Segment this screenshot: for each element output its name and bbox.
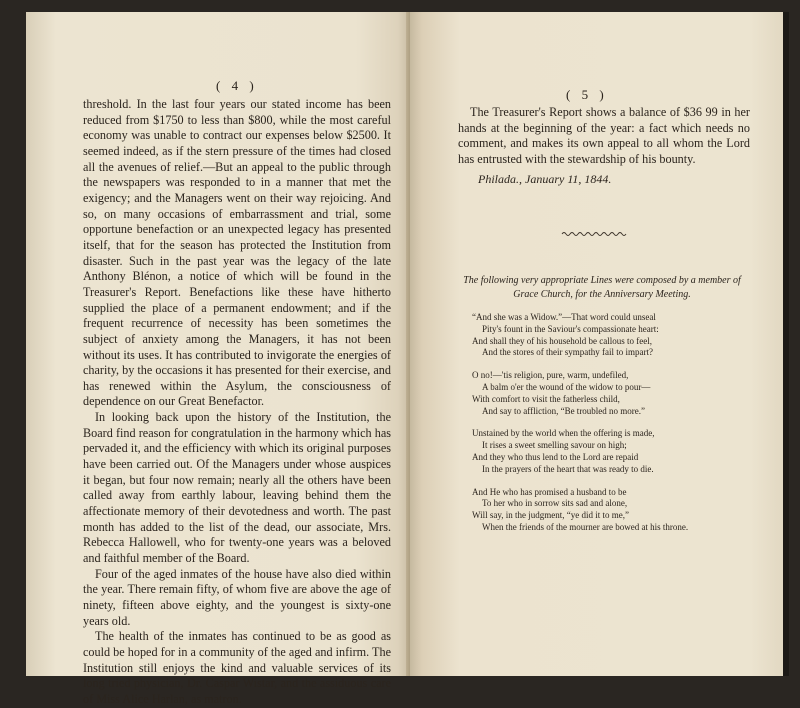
poem-line: And say to affliction, “Be troubled no more.” [482, 405, 646, 416]
poem-line: And the stores of their sympathy fail to impart? [482, 347, 653, 358]
page-number-left: ( 4 ) [216, 78, 258, 93]
left-page [26, 12, 410, 706]
poem-line: Will say, in the judgment, “ye did it to me,” [472, 510, 630, 521]
poem-line: “And she was a Widow.”—That word could unseal [472, 312, 656, 322]
poem-line: Pity's fount in the Saviour's compassionate heart: [482, 323, 659, 334]
poem-line: A balm o'er the wound of the widow to pour— [482, 381, 651, 392]
poem-line: It rises a sweet smelling savour on high; [482, 440, 627, 451]
left-page-body [83, 97, 391, 708]
poem-line: And He who has promised a husband to be [472, 486, 627, 497]
right-page [410, 12, 783, 676]
poem-stanza [472, 428, 752, 475]
date-line: Philada., January 11, 1844. [478, 172, 612, 186]
book-spread [26, 12, 783, 706]
page-number-right: ( 5 ) [566, 87, 608, 102]
poem [472, 312, 752, 545]
paragraph: threshold. In the last four years our stated income has been reduced from $1750 to less than $800, while the most careful economy was unable to contract our expenses below $2500. It seemed indeed, as if the stern pressure of the times had closed all the avenues of relief.—But an appeal to the public through the newspapers was responded to in a manner that met the exigency; and the Managers went on their way rejoicing. And so, on many occasions of embarrassment and trial, some opportune benefaction or an unexpected legacy has presented itself, that for the season has protected the Institution from disaster. Such in the past year was the legacy of the late Anthony Blénon, a notice of which will be found in the Treasurer's Report. Benefactions like these have hitherto supplied the place of a permanent endowment; and if the frequent recurrence of necessity has been sometimes the subject of anxiety among the Managers, it has not been without its uses. It has contributed to invigorate the energies of charity, by the occasions it has presented for their exercise, and has renewed within the Asylum, the consciousness of dependence on our Great Benefactor. [83, 97, 391, 409]
poem-caption: The following very appropriate Lines were composed by a member of Grace Church, for the Anniversary Meeting. [463, 275, 741, 300]
poem-line: In the prayers of the heart that was ready to die. [482, 463, 654, 474]
poem-line: O no!—'tis religion, pure, warm, undefiled, [472, 370, 629, 381]
poem-stanza [472, 487, 752, 534]
ornamental-rule [562, 231, 626, 237]
poem-line: And shall they of his household be callous to feel, [472, 335, 652, 346]
poem-stanza [472, 370, 752, 417]
scan-edge [783, 12, 789, 676]
paragraph: In looking back upon the history of the Institution, the Board find reason for congratulation in the harmony which has pervaded it, and the efficiency with which its original purposes have been carried out. Of the Managers under whose auspices it began, but four now remain; nearly all the others have been called away from earthly labour, leaving behind them the affectionate memory of their devotedness and worth. The past month has added to the list of the dead, our associate, Mrs. Rebecca Hallowell, who for twenty-one years was a beloved and faithful member of the Board. [83, 410, 391, 566]
treasurer-paragraph: The Treasurer's Report shows a balance of $36 99 in her hands at the beginning of the year: a fact which needs no comment, and makes its own appeal to all whom the Lord has entrusted with the stewardship of his bounty. [458, 105, 750, 166]
paragraph: Four of the aged inmates of the house have also died within the year. There remain fifty, of whom five are above the age of ninety, fifteen above eighty, and the youngest is sixty-one years old. [83, 566, 391, 628]
poem-line: When the friends of the mourner are bowed at his throne. [482, 521, 689, 532]
poem-line: With comfort to visit the fatherless child, [472, 393, 620, 404]
paragraph: The health of the inmates has continued to be as good as could be hoped for in a community of the aged and infirm. The Institution still enjoys the kind and valuable services of its long tried physician, Dr. Caspar Wistar, and the assiduous care of Miss Alice Harlan, as matron. [83, 629, 391, 706]
poem-line: Unstained by the world when the offering is made, [472, 428, 655, 439]
poem-line: To her who in sorrow sits sad and alone, [482, 498, 628, 509]
poem-stanza [472, 312, 752, 359]
poem-line: And they who thus lend to the Lord are repaid [472, 451, 639, 462]
